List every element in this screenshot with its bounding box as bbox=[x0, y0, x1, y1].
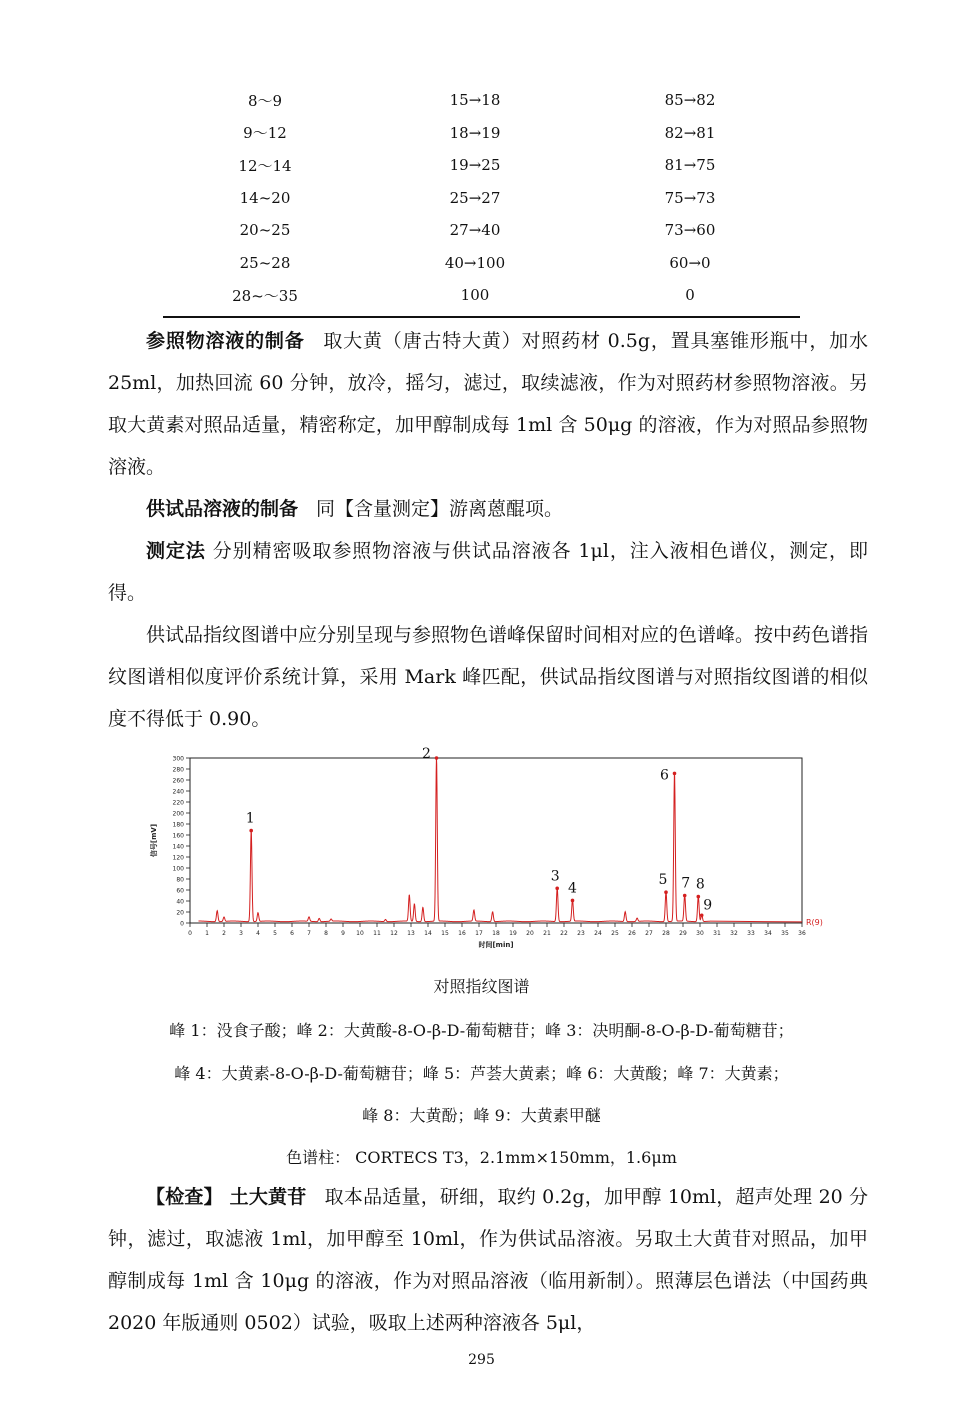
peak-legend-line-2: 峰 4：大黄素-8-O-β-D-葡萄糖苷；峰 5：芦荟大黄素；峰 6：大黄酸；峰 7：大黄素； bbox=[174, 1064, 789, 1083]
x-tick-label: 22 bbox=[560, 930, 568, 937]
y-tick-label: 80 bbox=[176, 876, 184, 884]
heading-check: 【检查】 土大黄苷 bbox=[146, 1186, 307, 1208]
table-row bbox=[160, 247, 800, 280]
text-fingerprint: 供试品指纹图谱中应分别呈现与参照物色谱峰保留时间相对应的色谱峰。按中药色谱指纹图谱相似度评价系统计算，采用 Mark 峰匹配，供试品指纹图谱与对照指纹图谱的相似度不得低于 0.90。 bbox=[108, 624, 869, 730]
peak-label-6: 6 bbox=[660, 767, 669, 784]
x-tick-label: 7 bbox=[307, 930, 311, 937]
table-cell: 14~20 bbox=[239, 188, 291, 207]
peak-marker-3 bbox=[555, 887, 559, 891]
x-tick-label: 18 bbox=[492, 930, 500, 937]
peak-label-7: 7 bbox=[681, 875, 691, 892]
y-tick-label: 100 bbox=[172, 865, 184, 873]
table-cell: 9～12 bbox=[243, 124, 287, 143]
peak-marker-1 bbox=[249, 829, 253, 833]
table-cell: 27→40 bbox=[449, 221, 501, 240]
x-tick-label: 1 bbox=[205, 930, 209, 937]
paragraph-reference-solution bbox=[108, 320, 868, 488]
x-tick-label: 31 bbox=[713, 930, 721, 937]
chart-caption: 对照指纹图谱 bbox=[433, 977, 530, 996]
paragraph-method bbox=[108, 530, 868, 614]
peak-marker-4 bbox=[571, 899, 575, 903]
heading-test-solution: 供试品溶液的制备 bbox=[146, 498, 299, 520]
table-row bbox=[160, 279, 800, 312]
y-tick-label: 180 bbox=[172, 821, 184, 829]
x-tick-label: 6 bbox=[290, 930, 294, 937]
table-cell: 12～14 bbox=[238, 156, 292, 175]
peak-marker-7 bbox=[683, 894, 687, 898]
paragraph-check bbox=[108, 1176, 868, 1344]
x-tick-label: 15 bbox=[441, 930, 449, 937]
table-row bbox=[160, 182, 800, 215]
x-tick-label: 24 bbox=[594, 930, 602, 937]
y-axis-label: 信号[mV] bbox=[150, 823, 158, 858]
y-tick-label: 120 bbox=[172, 854, 184, 862]
table-row bbox=[160, 84, 800, 117]
peak-label-8: 8 bbox=[695, 876, 705, 893]
text-test-solution: 同【含量测定】游离蒽醌项。 bbox=[316, 498, 564, 520]
y-tick-label: 240 bbox=[172, 788, 184, 796]
x-tick-label: 19 bbox=[509, 930, 517, 937]
x-tick-label: 30 bbox=[696, 930, 704, 937]
peak-label-4: 4 bbox=[568, 880, 577, 897]
x-tick-label: 28 bbox=[662, 930, 670, 937]
x-tick-label: 21 bbox=[543, 930, 551, 937]
peak-marker-5 bbox=[664, 890, 668, 894]
text-check: 取本品适量，研细，取约 0.2g，加甲醇 10ml，超声处理 20 分钟，滤过，取滤液 1ml，加甲醇至 10ml，作为供试品溶液。另取土大黄苷对照品，加甲醇制成每 1ml 含 10μg 的溶液，作为对照品溶液（临用新制）。照薄层色谱法（中国药典 2020 年版通则 0502）试验，吸取上述两种溶液各 5μl， bbox=[108, 1186, 868, 1334]
gradient-table bbox=[160, 84, 800, 312]
x-tick-label: 20 bbox=[526, 930, 534, 937]
table-cell: 81→75 bbox=[664, 156, 716, 175]
x-tick-label: 8 bbox=[324, 930, 328, 937]
y-tick-label: 20 bbox=[176, 909, 184, 917]
y-tick-label: 260 bbox=[172, 777, 184, 785]
table-cell: 18→19 bbox=[449, 123, 501, 142]
y-tick-label: 220 bbox=[172, 799, 184, 807]
x-tick-label: 0 bbox=[188, 930, 192, 937]
text-block-upper bbox=[108, 320, 868, 740]
peak-label-5: 5 bbox=[658, 872, 668, 889]
x-tick-label: 5 bbox=[273, 930, 277, 937]
table-cell: 0 bbox=[685, 286, 695, 305]
x-tick-label: 11 bbox=[373, 930, 381, 937]
peak-marker-2 bbox=[435, 756, 439, 760]
peak-label-1: 1 bbox=[245, 810, 255, 827]
table-cell: 60→0 bbox=[669, 253, 711, 272]
chromatogram-svg bbox=[140, 746, 823, 954]
y-tick-label: 160 bbox=[172, 832, 184, 840]
text-reference-solution: 取大黄（唐古特大黄）对照药材 0.5g，置具塞锥形瓶中，加水 25ml，加热回流 60 分钟，放冷，摇匀，滤过，取续滤液，作为对照药材参照物溶液。另取大黄素对照品适量，精密称定，加甲醇制成每 1ml 含 50μg 的溶液，作为对照品参照物溶液。 bbox=[108, 330, 868, 478]
table-cell: 40→100 bbox=[444, 253, 506, 272]
peak-marker-9 bbox=[700, 914, 704, 918]
table-cell: 19→25 bbox=[449, 156, 501, 175]
x-tick-label: 36 bbox=[798, 930, 806, 937]
x-tick-label: 10 bbox=[356, 930, 364, 937]
x-tick-label: 25 bbox=[611, 930, 619, 937]
x-tick-label: 35 bbox=[781, 930, 789, 937]
x-tick-label: 2 bbox=[222, 930, 226, 937]
table-cell: 25→27 bbox=[449, 188, 501, 207]
x-tick-label: 27 bbox=[645, 930, 653, 937]
x-tick-label: 4 bbox=[256, 930, 260, 937]
x-tick-label: 13 bbox=[407, 930, 415, 937]
x-tick-label: 3 bbox=[239, 930, 243, 937]
x-tick-label: 12 bbox=[390, 930, 398, 937]
x-tick-label: 9 bbox=[341, 930, 345, 937]
column-info: 色谱柱： CORTECS T3，2.1mm×150mm，1.6μm bbox=[286, 1148, 677, 1167]
peak-label-3: 3 bbox=[550, 868, 560, 885]
y-tick-label: 40 bbox=[176, 898, 184, 906]
table-cell: 28~～35 bbox=[232, 286, 298, 305]
x-tick-label: 34 bbox=[764, 930, 772, 937]
chromatogram-chart bbox=[140, 746, 823, 954]
peak-label-9: 9 bbox=[703, 897, 713, 914]
x-tick-label: 14 bbox=[424, 930, 432, 937]
y-tick-label: 280 bbox=[172, 766, 184, 774]
table-cell: 15→18 bbox=[449, 91, 501, 110]
x-tick-label: 16 bbox=[458, 930, 466, 937]
peak-marker-6 bbox=[673, 772, 677, 776]
x-tick-label: 29 bbox=[679, 930, 687, 937]
table-cell: 82→81 bbox=[664, 123, 716, 142]
y-tick-label: 0 bbox=[180, 920, 184, 928]
table-cell: 85→82 bbox=[664, 91, 716, 110]
peak-legend-line-1: 峰 1：没食子酸；峰 2：大黄酸-8-O-β-D-葡萄糖苷；峰 3：决明酮-8-O-β-D-葡萄糖苷； bbox=[169, 1021, 794, 1040]
table-row bbox=[160, 149, 800, 182]
table-cell: 8～9 bbox=[247, 91, 283, 110]
x-axis-label: 时间[min] bbox=[478, 941, 514, 949]
peak-marker-8 bbox=[697, 895, 701, 899]
paragraph-test-solution bbox=[108, 488, 868, 530]
table-row bbox=[160, 214, 800, 247]
table-cell: 75→73 bbox=[664, 188, 716, 207]
series-label: R(9) bbox=[806, 917, 823, 927]
table-cell: 20~25 bbox=[239, 221, 291, 240]
x-tick-label: 33 bbox=[747, 930, 755, 937]
heading-method: 测定法 bbox=[146, 540, 206, 562]
x-tick-label: 32 bbox=[730, 930, 738, 937]
table-row bbox=[160, 117, 800, 150]
page-number: 295 bbox=[468, 1352, 495, 1368]
peak-legend-line-3: 峰 8：大黄酚；峰 9：大黄素甲醚 bbox=[362, 1106, 601, 1125]
y-tick-label: 140 bbox=[172, 843, 184, 851]
y-tick-label: 60 bbox=[176, 887, 184, 895]
table-cell: 100 bbox=[460, 286, 490, 305]
x-tick-label: 26 bbox=[628, 930, 636, 937]
table-cell: 25~28 bbox=[239, 253, 291, 272]
table-bottom-rule bbox=[163, 316, 800, 318]
heading-reference-solution: 参照物溶液的制备 bbox=[146, 330, 305, 352]
y-tick-label: 300 bbox=[172, 755, 184, 763]
table-cell: 73→60 bbox=[664, 221, 716, 240]
text-block-lower bbox=[108, 1176, 868, 1344]
x-tick-label: 17 bbox=[475, 930, 483, 937]
peak-label-2: 2 bbox=[422, 746, 431, 762]
x-tick-label: 23 bbox=[577, 930, 585, 937]
paragraph-fingerprint bbox=[108, 614, 868, 740]
y-tick-label: 200 bbox=[172, 810, 184, 818]
text-method: 分别精密吸取参照物溶液与供试品溶液各 1μl，注入液相色谱仪，测定，即得。 bbox=[108, 540, 868, 604]
